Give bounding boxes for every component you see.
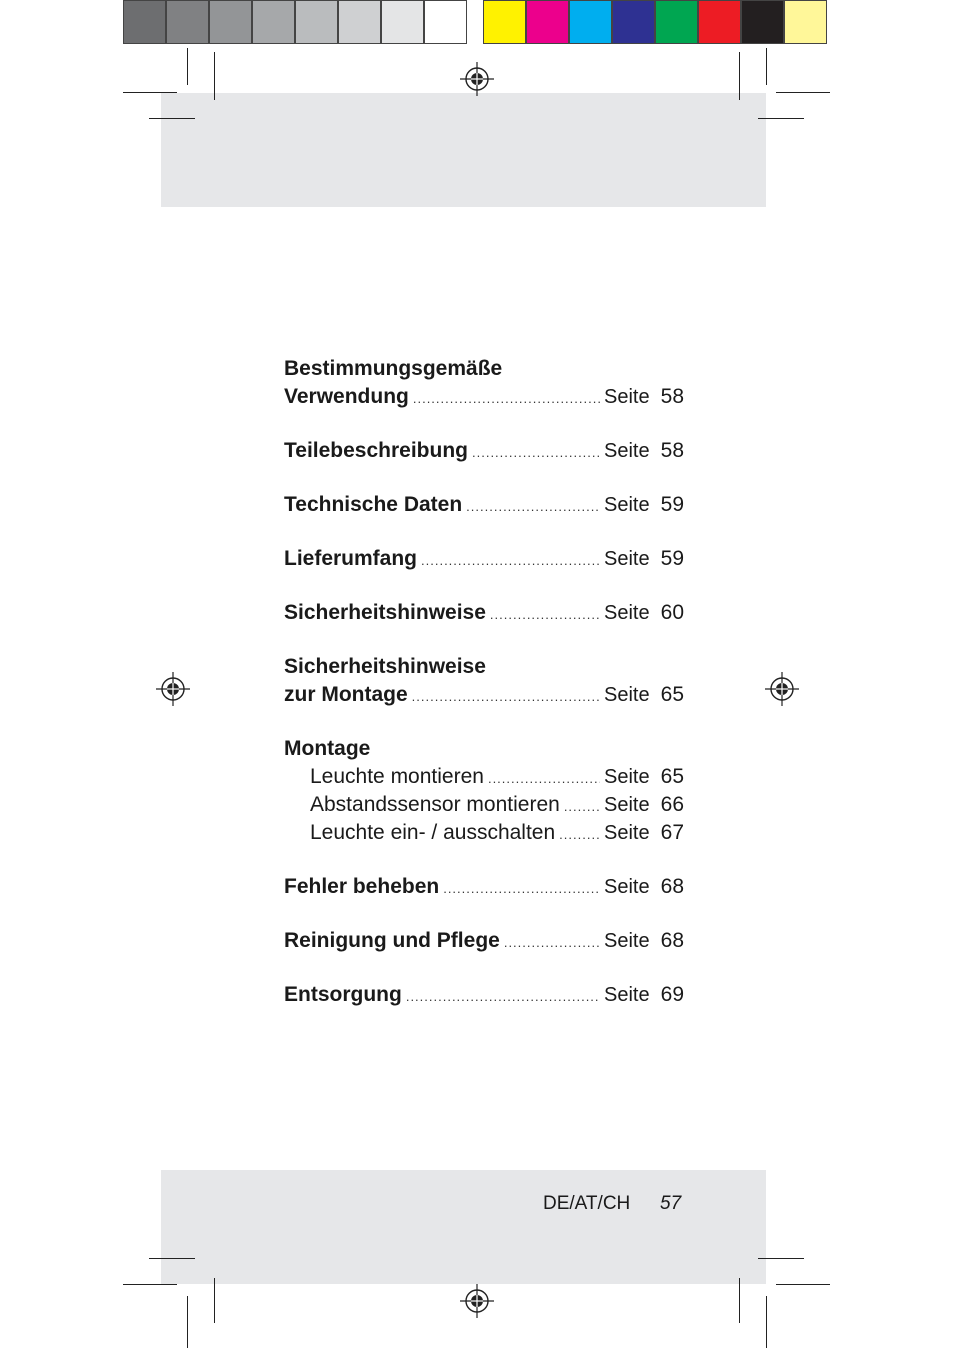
color-swatch xyxy=(209,0,252,44)
toc-row[interactable] xyxy=(284,927,684,955)
toc-page-number: 67 xyxy=(660,821,684,844)
toc-entry-title: Sicherheitshinweise xyxy=(284,601,486,624)
toc-row[interactable] xyxy=(284,437,684,465)
toc-row[interactable] xyxy=(284,873,684,901)
footer-region-label: DE/AT/CH xyxy=(543,1193,631,1214)
toc-row[interactable] xyxy=(284,383,684,411)
toc-entry xyxy=(284,437,684,465)
toc-entry xyxy=(284,873,684,901)
toc-seite-label: Seite xyxy=(604,822,650,844)
toc-page-number: 65 xyxy=(660,683,684,706)
color-swatch xyxy=(741,0,784,44)
toc-section-heading[interactable]: Montage xyxy=(284,737,371,760)
color-swatch xyxy=(381,0,424,44)
toc-entry xyxy=(284,653,684,709)
color-swatch xyxy=(166,0,209,44)
crop-mark xyxy=(758,118,804,119)
registration-mark-icon xyxy=(155,671,191,707)
toc-page-number: 66 xyxy=(660,793,684,816)
toc-entry-title-line: Sicherheitshinweise xyxy=(284,655,486,678)
toc-seite-label: Seite xyxy=(604,876,650,898)
crop-mark xyxy=(739,52,740,100)
page-number: 57 xyxy=(660,1193,682,1214)
crop-mark xyxy=(214,1278,215,1323)
toc-page-number: 69 xyxy=(660,983,684,1006)
registration-mark-icon xyxy=(459,1283,495,1319)
dot-leader xyxy=(564,793,600,821)
dot-leader xyxy=(472,439,600,467)
header-band xyxy=(161,93,766,207)
toc-entry xyxy=(284,545,684,573)
dot-leader xyxy=(421,547,600,575)
toc-row[interactable] xyxy=(284,599,684,627)
toc-row[interactable] xyxy=(284,791,684,819)
dot-leader xyxy=(488,765,600,793)
toc-page-number: 58 xyxy=(660,439,684,462)
toc-entry xyxy=(284,355,684,411)
toc-seite-label: Seite xyxy=(604,602,650,624)
toc-entry-title: Leuchte montieren xyxy=(310,765,484,788)
crop-mark xyxy=(149,1258,195,1259)
dot-leader xyxy=(413,385,600,413)
color-calibration-bar xyxy=(483,0,827,46)
crop-mark xyxy=(776,1284,830,1285)
table-of-contents xyxy=(284,355,684,1035)
dot-leader xyxy=(504,929,600,957)
toc-entry-title: Technische Daten xyxy=(284,493,463,516)
toc-page-number: 59 xyxy=(660,547,684,570)
toc-seite-label: Seite xyxy=(604,766,650,788)
crop-mark xyxy=(214,52,215,100)
toc-entry xyxy=(284,735,684,847)
crop-mark xyxy=(149,118,195,119)
color-swatch xyxy=(252,0,295,44)
color-swatch xyxy=(424,0,467,44)
toc-entry-title: zur Montage xyxy=(284,683,408,706)
toc-row[interactable] xyxy=(284,681,684,709)
dot-leader xyxy=(443,875,600,903)
color-swatch xyxy=(612,0,655,44)
toc-entry-title: Entsorgung xyxy=(284,983,402,1006)
color-swatch xyxy=(526,0,569,44)
crop-mark xyxy=(739,1278,740,1323)
dot-leader xyxy=(466,493,600,521)
toc-page-number: 60 xyxy=(660,601,684,624)
toc-seite-label: Seite xyxy=(604,548,650,570)
gray-calibration-bar xyxy=(123,0,467,46)
toc-page-number: 68 xyxy=(660,875,684,898)
color-swatch xyxy=(784,0,827,44)
color-swatch xyxy=(483,0,526,44)
crop-mark xyxy=(123,1284,177,1285)
toc-entry-title: Abstandssensor montieren xyxy=(310,793,560,816)
toc-page-number: 65 xyxy=(660,765,684,788)
toc-entry-title: Teilebeschreibung xyxy=(284,439,468,462)
toc-seite-label: Seite xyxy=(604,494,650,516)
toc-entry-title: Leuchte ein- / ausschalten xyxy=(310,821,556,844)
toc-entry xyxy=(284,491,684,519)
toc-entry-title-line: Bestimmungsgemäße xyxy=(284,357,503,380)
color-swatch xyxy=(338,0,381,44)
toc-page-number: 58 xyxy=(660,385,684,408)
toc-entry xyxy=(284,599,684,627)
footer-band xyxy=(161,1170,766,1284)
color-swatch xyxy=(295,0,338,44)
toc-seite-label: Seite xyxy=(604,794,650,816)
crop-mark xyxy=(766,48,767,85)
dot-leader xyxy=(559,821,600,849)
toc-row[interactable] xyxy=(284,981,684,1009)
toc-row[interactable] xyxy=(284,763,684,791)
toc-entry xyxy=(284,981,684,1009)
crop-mark xyxy=(766,1296,767,1348)
dot-leader xyxy=(406,983,600,1011)
toc-entry-title: Verwendung xyxy=(284,385,409,408)
toc-row[interactable] xyxy=(284,545,684,573)
toc-seite-label: Seite xyxy=(604,386,650,408)
crop-mark xyxy=(187,48,188,85)
toc-subentries xyxy=(284,763,684,847)
toc-seite-label: Seite xyxy=(604,684,650,706)
toc-entry xyxy=(284,927,684,955)
crop-mark xyxy=(776,92,830,93)
toc-entry-title: Lieferumfang xyxy=(284,547,418,570)
color-swatch xyxy=(698,0,741,44)
crop-mark xyxy=(187,1296,188,1348)
toc-row[interactable] xyxy=(284,819,684,847)
color-swatch xyxy=(123,0,166,44)
dot-leader xyxy=(490,601,600,629)
crop-mark xyxy=(123,92,177,93)
color-swatch xyxy=(655,0,698,44)
toc-seite-label: Seite xyxy=(604,984,650,1006)
toc-entry-title: Reinigung und Pflege xyxy=(284,929,500,952)
toc-page-number: 59 xyxy=(660,493,684,516)
toc-row[interactable] xyxy=(284,491,684,519)
dot-leader xyxy=(412,683,600,711)
crop-mark xyxy=(758,1258,804,1259)
toc-seite-label: Seite xyxy=(604,440,650,462)
registration-mark-icon xyxy=(764,671,800,707)
toc-seite-label: Seite xyxy=(604,930,650,952)
registration-mark-icon xyxy=(459,61,495,97)
toc-page-number: 68 xyxy=(660,929,684,952)
toc-entry-title: Fehler beheben xyxy=(284,875,440,898)
color-swatch xyxy=(569,0,612,44)
